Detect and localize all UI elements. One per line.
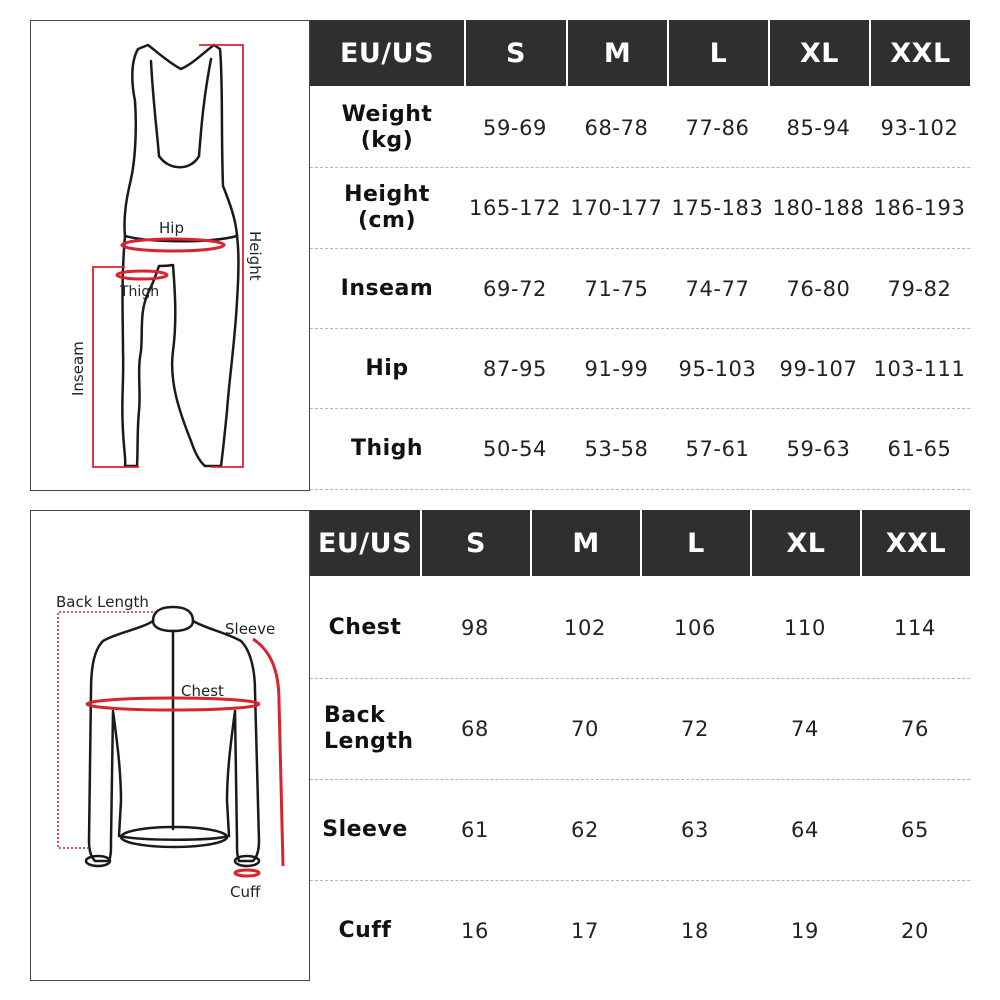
cell: 95-103: [678, 356, 757, 381]
table-row: [310, 578, 970, 679]
table-row: [310, 168, 970, 249]
cell: 53-58: [584, 437, 649, 461]
row-label-weight: Weight (kg): [341, 101, 433, 153]
jacket-diagram: [31, 511, 309, 980]
cell: 85-94: [786, 115, 851, 140]
header-size-xl: XL: [750, 510, 860, 576]
cell: 93-102: [880, 115, 959, 140]
jacket-size-table: [310, 510, 970, 980]
jacket-illustration-panel: [30, 510, 310, 981]
table-row: [310, 881, 970, 980]
cell: 61-65: [887, 437, 952, 461]
cell: 110: [784, 616, 826, 640]
cell: 18: [681, 918, 709, 943]
cell: 19: [791, 918, 819, 943]
cell: 71-75: [584, 276, 649, 301]
header-size-s: S: [464, 20, 566, 86]
header-size-xl: XL: [768, 20, 869, 86]
row-label-cuff: Cuff: [338, 917, 392, 943]
cell: 57-61: [685, 437, 750, 461]
bib-size-table: [310, 20, 970, 490]
cell: 170-177: [570, 196, 663, 220]
cell: 64: [791, 818, 819, 842]
cuff-measure-mark: [235, 870, 259, 876]
cell: 68-78: [584, 115, 649, 140]
cell: 175-183: [671, 196, 764, 220]
cell: 20: [901, 918, 929, 943]
cell: 98: [461, 616, 489, 640]
cell: 77-86: [685, 115, 750, 140]
cell: 76-80: [786, 276, 851, 301]
cell: 76: [901, 717, 929, 741]
header-region: EU/US: [339, 37, 435, 69]
cell: 62: [571, 818, 599, 842]
bib-tights-diagram: [31, 21, 309, 490]
cell: 63: [681, 818, 709, 842]
table-row: [310, 409, 970, 490]
cell: 68: [461, 717, 489, 741]
inseam-label: Inseam: [69, 341, 87, 396]
table-row: [310, 249, 970, 329]
row-label-chest: Chest: [328, 615, 402, 640]
cell: 69-72: [482, 276, 548, 301]
cell: 72: [681, 717, 709, 741]
cell: 65: [901, 818, 929, 842]
table-row: [310, 88, 970, 168]
bib-tights-illustration-panel: [30, 20, 310, 491]
cell: 50-54: [482, 437, 548, 461]
cell: 165-172: [469, 196, 561, 220]
cell: 59-69: [482, 115, 548, 140]
cell: 74: [791, 717, 819, 741]
row-label-inseam: Inseam: [340, 275, 434, 301]
header-size-l: L: [640, 510, 750, 576]
row-label-hip: Hip: [365, 355, 409, 381]
header-size-l: L: [667, 20, 768, 86]
back-length-label: Back Length: [56, 593, 149, 611]
cell: 16: [461, 918, 489, 943]
row-label-sleeve: Sleeve: [322, 817, 408, 842]
jacket-table-header: [310, 510, 970, 576]
table-row: [310, 329, 970, 409]
row-label-thigh: Thigh: [350, 436, 424, 461]
cell: 17: [571, 918, 599, 943]
hip-label: Hip: [159, 219, 184, 237]
thigh-measure-mark: [117, 271, 167, 279]
bib-tights-outline: [122, 45, 238, 466]
header-size-m: M: [530, 510, 640, 576]
table-row: [310, 679, 970, 780]
cell: 61: [461, 818, 489, 842]
bib-table-header: [310, 20, 970, 86]
cell: 59-63: [786, 437, 851, 461]
cell: 102: [564, 616, 606, 640]
cell: 70: [571, 717, 599, 741]
header-region: EU/US: [317, 527, 413, 559]
cell: 74-77: [685, 276, 750, 301]
jacket-outline: [86, 607, 259, 866]
chest-label: Chest: [181, 682, 224, 700]
row-label-back-length: Back Length: [324, 703, 414, 754]
cell: 114: [894, 616, 936, 640]
cell: 180-188: [772, 196, 865, 220]
cell: 106: [674, 616, 716, 640]
row-label-height: Height (cm): [344, 182, 430, 233]
thigh-label: Thigh: [120, 284, 160, 300]
header-size-xxl: XXL: [869, 20, 970, 86]
header-size-s: S: [420, 510, 530, 576]
cell: 91-99: [584, 356, 649, 381]
cuff-label: Cuff: [230, 883, 261, 901]
back-length-measure-line: [58, 612, 153, 848]
cell: 99-107: [779, 356, 858, 381]
cell: 103-111: [873, 356, 966, 381]
cell: 79-82: [887, 276, 952, 301]
height-label: Height: [246, 231, 264, 281]
cell: 87-95: [482, 356, 548, 381]
sleeve-label: Sleeve: [225, 620, 276, 638]
table-row: [310, 780, 970, 881]
cell: 186-193: [873, 196, 966, 220]
header-size-xxl: XXL: [860, 510, 970, 576]
header-size-m: M: [566, 20, 667, 86]
